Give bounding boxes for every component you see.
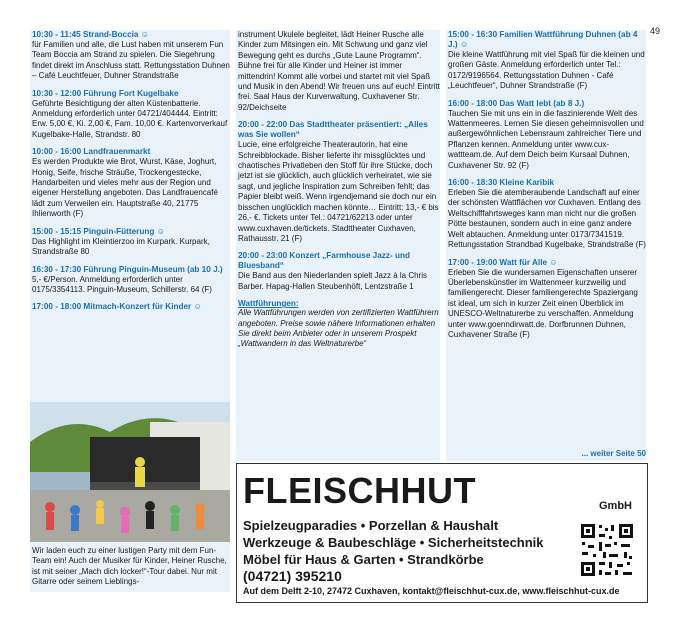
ad-line-3: Möbel für Haus & Garten • Strandkörbe: [243, 552, 484, 567]
event-title: 10:30 - 12:00 Führung Fort Kugelbake: [32, 88, 179, 98]
col1-event-3: [32, 227, 230, 258]
wattfuehrungen-title: Wattführungen:: [238, 299, 299, 309]
event-title: 15:00 - 15:15 Pinguin-Fütterung ☺: [32, 226, 166, 236]
continued-link[interactable]: ... weiter Seite 50: [581, 449, 646, 458]
col2-intro: instrument Ukulele begleitet, lädt Heiner Rusche alle Kinder zum Mitsingen ein. Mit Schwung und ganz viel Bewegung geht es durchs „Gute Laune Programm“. Bühne frei für alle Kinder und Heiner ist immer mittendrin! Kommt alle vorbei und startet mit viel Spaß und Musik in den Abend! Wir freuen uns auf euch! Eintritt frei. Saal Haus der Kurverwaltung, Cuxhavener Str. 92/Deichseite: [238, 30, 440, 112]
event-body: Tauchen Sie mit uns ein in die faszinierende Welt des Wattenmeeres. Lernen Sie diesen geheimnisvollen und außergewöhnlichen Lebensraum zahlreicher Tiere und Pflanzen kennen. Anmeldung unter www.cux-wattteam.de. Auf dem Deich beim Kursaal Duhnen, Cuxhavener Str. 92 (F): [448, 108, 644, 170]
wattfuehrungen-body: Alle Wattführungen werden von zertifizierten Wattführern angeboten. Preise sowie nähere Informationen erhalten Sie direkt beim Anbieter oder in unserem Prospekt „Wattwandern in das Weltnaturerbe“: [238, 308, 439, 349]
col1-event-1: [32, 89, 230, 141]
wattfuehrungen-box: [238, 299, 440, 350]
column-3: [446, 30, 646, 461]
column-2: [236, 30, 440, 461]
event-title: 16:00 - 18:00 Das Watt lebt (ab 8 J.): [448, 98, 585, 108]
event-title: 20:00 - 22:00 Das Stadttheater präsentiert: „Alles was Sie wollen“: [238, 120, 428, 140]
event-body: Die kleine Wattführung mit viel Spaß für die kleinen und großen Gäste. Anmeldung erforderlich unter Tel.: 0172/9196564. Rettungsstation Duhnen - Café „Leuchtfeuer“, Duhner Strandstraße (F): [448, 50, 645, 91]
col1-event-2: [32, 147, 230, 219]
concert-photo-image: [30, 402, 230, 542]
event-title: 15:00 - 16:30 Familien Wattführung Duhnen (ab 4 J.) ☺: [448, 30, 638, 49]
concert-photo: [30, 402, 230, 542]
event-title: 17:00 - 19:00 Watt für Alle ☺: [448, 257, 558, 267]
event-body: Es werden Produkte wie Brot, Wurst, Käse, Joghurt, Honig, Seife, frische Sträuße, Trockengestecke, Handarbeiten und vieles mehr aus der Region und eigener Herstellung angeboten. Das Landfrauencafé lädt zum Verweilen ein. Hauptstraße 40, 21775 Ihlienworth (F): [32, 157, 218, 219]
event-body: Erleben Sie die atemberaubende Landschaft auf einer der schönsten Wattflächen vor Cuxhaven. Entlang des Weltschifffahrtsweges kann man nicht nur die großen Pötte bestaunen, sondern auch in eine ganz andere Welt abtauchen. Anmeldung unter 0173/7341519. Rettungsstation Strandbad Kugelbake, Strandstraße (F): [448, 188, 646, 250]
col1-event-5: [32, 302, 230, 312]
col2-event-1: [238, 251, 440, 292]
event-body: Lucie, eine erfolgreiche Theaterautorin, hat eine Schreibblockade. Bisher lieferte ihr missglücktes und chaotisches Privatleben den Stoff für ihre Stücke, doch jetzt ist sie glücklich, auch glücklich verheiratet, wie sie sagt, und jegliche Inspiration zum Schreiben fehlt; das Papier bleibt weiß. Wenn irgendjemand sie doch nur ein bisschen unglücklich machen könnte… Eintritt: 13,- € bis 26,- €. Tickets unter Tel.: 04721/62213 oder unter www.cuxhaven.de/tickets. Stadttheater Cuxhaven, Rathausstr. 21 (F): [238, 140, 439, 243]
col1-event-4: [32, 265, 230, 296]
fleischhut-advertisement: [236, 463, 648, 603]
page-number: 49: [649, 26, 660, 36]
event-body: 5,- €/Person. Anmeldung erforderlich unter 0175/3354113. Pinguin-Museum, Schillerstr. 64 (F): [32, 274, 212, 294]
col3-event-3: [448, 258, 646, 341]
event-body: für Familien und alle, die Lust haben mit unserem Fun Team Boccia am Strand zu spielen. Die Siegehrung findet direkt im Anschluss statt. Rettungsstation Duhnen – Café Leuchtfeuer, Duhner Strandstraße: [32, 40, 230, 81]
col3-event-1: [448, 99, 646, 171]
event-title: 17:00 - 18:00 Mitmach-Konzert für Kinder ☺: [32, 302, 202, 312]
col1-event-0: [32, 30, 230, 82]
ad-line-1: Spielzeugparadies • Porzellan & Haushalt: [243, 518, 499, 533]
event-title: 10:00 - 16:00 Landfrauenmarkt: [32, 147, 151, 157]
ad-telephone: (04721) 395210: [243, 568, 342, 584]
event-title: 16:30 - 17:30 Führung Pinguin-Museum (ab 10 J.): [32, 264, 223, 274]
qr-code-icon: [579, 522, 635, 578]
event-title: 16:00 - 18:30 Kleine Karibik: [448, 178, 555, 188]
col1-bottom-text: Wir laden euch zu einer lustigen Party mit dem Fun-Team ein! Auch der Musiker für Kinder, Heiner Rusche, ist mit seiner „Mach dich locker!“-Tour dabei. Nur mit Gitarre oder seinem Lieblings-: [32, 546, 227, 587]
col3-event-0: [448, 30, 646, 92]
ad-line-2: Werkzeuge & Baubeschläge • Sicherheitstechnik: [243, 535, 544, 550]
event-body: Geführte Besichtigung der alten Küstenbatterie. Anmeldung erforderlich unter 04721/404444. Eintritt: Erw. 5,00 €, Ki. 2,00 €, Fam. 10,00 €. Kartenvorverkauf Kugelbake-Halle, Strandstr. 80: [32, 98, 228, 139]
ad-title: FLEISCHHUT: [243, 470, 476, 511]
event-title: 20:00 - 23:00 Konzert „Farmhouse Jazz- und Bluesband“: [238, 251, 410, 271]
event-title: 10:30 - 11:45 Strand-Boccia ☺: [32, 30, 150, 39]
event-body: Erleben Sie die wundersamen Eigenschaften unserer Überlebenskünstler im Wattenmeer kurzweilig und familiengerecht. Dieser familiengerechte Spaziergang ist ideal, um sich in kurzer Zeit einen Überblick im UNESCO-Weltnaturerbe zu verschaffen. Anmeldung unter www.goenndirwatt.de. Dorfbrunnen Duhnen, Cuxhavener Straße (F): [448, 267, 638, 339]
col3-event-2: [448, 178, 646, 250]
ad-gmbh: GmbH: [599, 500, 632, 512]
event-body: Die Band aus den Niederlanden spielt Jazz à la Chris Barber. Hapag-Hallen Steubenhöft, Lentzstraße 1: [238, 271, 427, 291]
col2-event-0: [238, 120, 440, 244]
ad-address: Auf dem Delft 2-10, 27472 Cuxhaven, kontakt@fleischhut-cux.de, www.fleischhut-cux.de: [243, 586, 620, 596]
event-body: Das Highlight im Kleintierzoo im Kurpark. Kurpark, Strandstraße 80: [32, 236, 210, 257]
